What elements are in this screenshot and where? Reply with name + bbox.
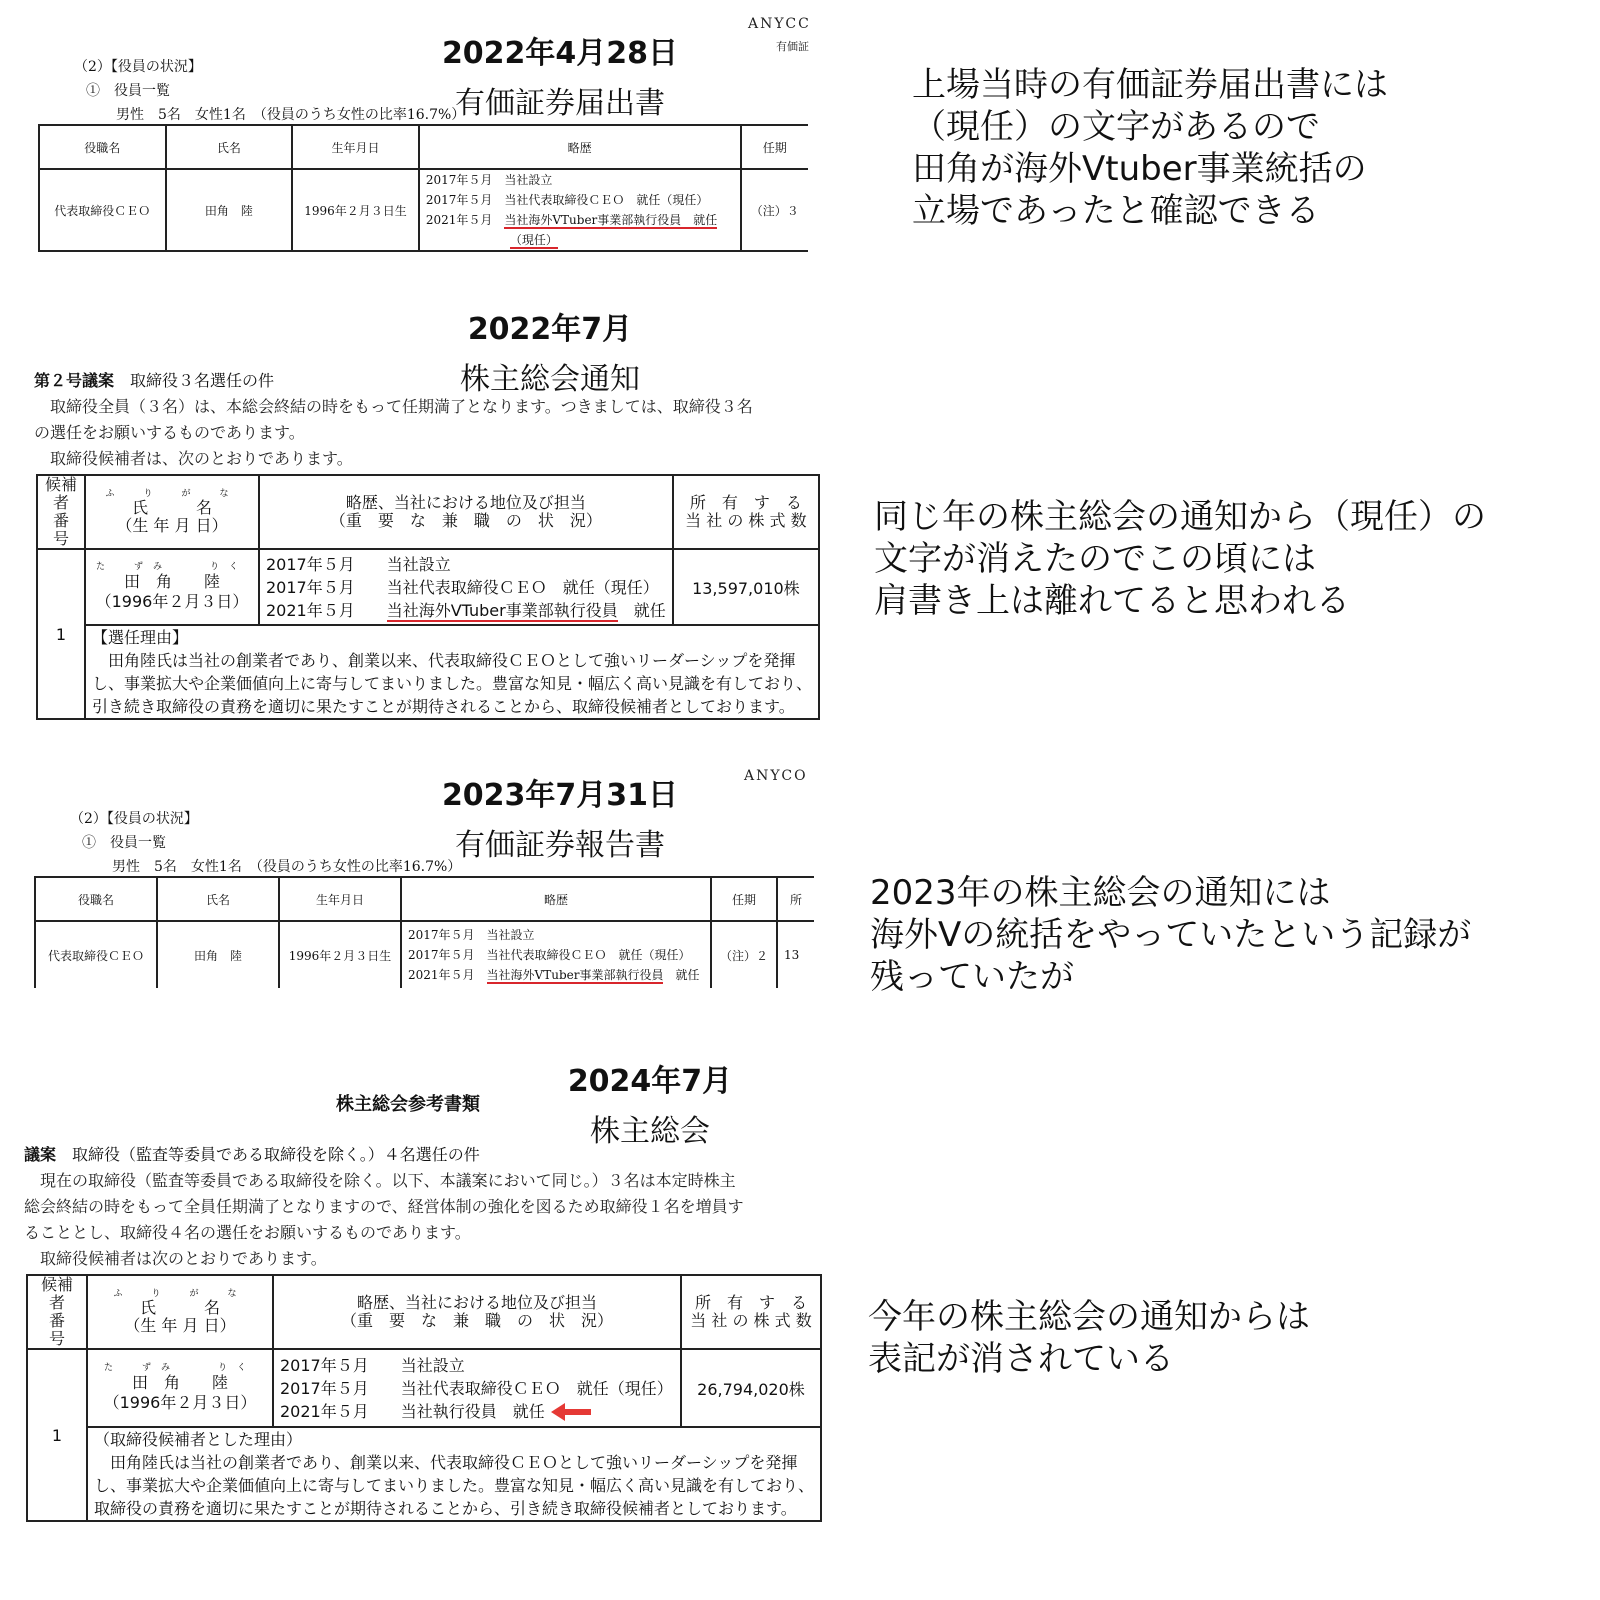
- comment-line: （現任）の文字があるので: [912, 107, 1320, 147]
- candidate-table: [36, 474, 820, 720]
- heading-doc: 有価証券報告書: [455, 828, 665, 863]
- col-header: 略歴: [419, 125, 741, 169]
- col-header: 氏名: [166, 125, 293, 169]
- intro-line: （2）【役員の状況】: [70, 811, 198, 827]
- history-line: 2017年５月 当社代表取締役ＣＥＯ 就任（現任）: [265, 577, 659, 597]
- agenda-line: [24, 1142, 480, 1165]
- col-header: 氏名: [157, 877, 279, 921]
- col-header: 任期: [711, 877, 777, 921]
- officer-history: [419, 169, 741, 251]
- history-line: 2021年５月 当社執行役員 就任: [280, 1400, 674, 1423]
- commentary: [912, 64, 1388, 232]
- candidate-history: [273, 1349, 681, 1427]
- agenda-line: [34, 368, 274, 391]
- corner-text: ANYCO: [744, 768, 808, 784]
- agenda-label: 議案: [24, 1145, 57, 1164]
- agenda-title: 取締役（監査等委員である取締役を除く。）４名選任の件: [56, 1145, 480, 1164]
- history-line: 2017年５月 当社設立: [279, 1355, 465, 1375]
- officer-table: [34, 876, 814, 988]
- candidate-name: た ずみ りく 田 角 陸 （1996年２月３日）: [87, 1349, 273, 1427]
- history-line: 2021年５月 当社海外VTuber事業部執行役員 就任: [265, 600, 666, 620]
- col-header-num: 候補者 番 号: [37, 475, 85, 549]
- comment-line: 表記が消されている: [868, 1339, 1174, 1379]
- officer-table: [38, 124, 808, 252]
- paragraph-line: 取締役全員（３名）は、本総会終結の時をもって任期満了となります。つきましては、取締役３名: [34, 397, 753, 416]
- intro-line: 男性 5名 女性1名 （役員のうち女性の比率16.7%）: [116, 107, 466, 123]
- intro-line: （2）【役員の状況】: [74, 59, 202, 75]
- col-header: 生年月日: [279, 877, 401, 921]
- history-line: 2017年５月 当社代表取締役ＣＥＯ 就任（現任）: [425, 193, 709, 207]
- officer-name: 田角 陸: [166, 169, 293, 251]
- comment-line: 文字が消えたのでこの頃には: [874, 539, 1316, 579]
- paragraph-line: 現在の取締役（監査等委員である取締役を除く。以下、本議案において同じ。）３名は本定時株主: [24, 1171, 736, 1190]
- comment-line: 同じ年の株主総会の通知から（現任）の: [874, 497, 1486, 537]
- left-arrow-icon: [551, 1402, 591, 1422]
- candidate-reason: [87, 1427, 821, 1521]
- comment-line: 肩書き上は離れてると思われる: [874, 581, 1350, 621]
- comment-line: 2023年の株主総会の通知には: [870, 873, 1331, 913]
- col-header: 略歴: [401, 877, 711, 921]
- agenda-paragraph: [34, 394, 753, 472]
- highlighted-role: 当社海外VTuber事業部執行役員: [386, 600, 618, 620]
- agenda-label: 第２号議案: [34, 371, 115, 390]
- col-header: 役職名: [39, 125, 166, 169]
- history-line: 2017年５月 当社設立: [408, 928, 535, 942]
- agenda-paragraph: [24, 1168, 744, 1272]
- comment-line: 田角が海外Vtuber事業統括の: [912, 149, 1367, 189]
- history-line: [426, 230, 734, 250]
- candidate-reason: [85, 625, 819, 719]
- history-line: 2017年５月 当社設立: [425, 173, 553, 187]
- agenda-title: 取締役３名選任の件: [114, 371, 275, 390]
- comment-line: 上場当時の有価証券届出書には: [912, 65, 1388, 105]
- col-header: 任期: [741, 125, 808, 169]
- paragraph-line: 取締役候補者は、次のとおりであります。: [34, 449, 353, 468]
- intro-line: 男性 5名 女性1名 （役員のうち女性の比率16.7%）: [112, 859, 462, 875]
- candidate-number: 1: [37, 549, 85, 719]
- heading-doc: 有価証券届出書: [455, 86, 665, 121]
- officer-title: 代表取締役ＣＥＯ: [35, 921, 157, 988]
- reason-label: （取締役候補者とした理由）: [93, 1430, 302, 1449]
- reason-line: 田角陸氏は当社の創業者であり、創業以来、代表取締役ＣＥＯとして強いリーダーシップを発揮: [91, 651, 796, 670]
- reason-line: し、事業拡大や企業価値向上に寄与してまいりました。豊富な知見・幅広く高い見識を有しており、: [93, 1476, 814, 1495]
- col-header: 所: [777, 877, 814, 921]
- commentary: [868, 1296, 1310, 1380]
- history-line: 2021年５月 当社海外VTuber事業部執行役員 就任: [408, 968, 700, 982]
- candidate-history: [259, 549, 673, 625]
- col-header-history: 略歴、当社における地位及び担当 （重 要 な 兼 職 の 状 況）: [259, 475, 673, 549]
- doc-title: 株主総会参考書類: [336, 1094, 480, 1115]
- officer-birth: 1996年２月３日生: [279, 921, 401, 988]
- intro-line: ① 役員一覧: [82, 835, 166, 851]
- heading-doc: 株主総会: [590, 1114, 710, 1149]
- reason-label: 【選任理由】: [91, 628, 188, 647]
- col-header-name: ふ り が な 氏 名 （生 年 月 日）: [85, 475, 259, 549]
- paragraph-line: の選任をお願いするものであります。: [34, 423, 305, 442]
- col-header-shares: 所 有 す る 当 社 の 株 式 数: [673, 475, 819, 549]
- reason-line: 取締役の責務を適切に果たすことが期待されることから、引き続き取締役候補者としております。: [93, 1499, 797, 1518]
- corner-text: 有価証: [776, 40, 809, 53]
- intro-line: ① 役員一覧: [86, 83, 170, 99]
- heading-date: 2023年7月31日: [441, 778, 679, 813]
- reason-line: 引き続き取締役の責務を適切に果たすことが期待されることから、取締役候補者としております。: [91, 697, 795, 716]
- heading-doc: 株主総会通知: [460, 362, 640, 397]
- paragraph-line: 取締役候補者は次のとおりであります。: [24, 1249, 327, 1268]
- section-heading: [540, 1056, 760, 1150]
- comment-line: 立場であったと確認できる: [912, 191, 1320, 231]
- commentary: [874, 496, 1486, 622]
- col-header-shares: 所 有 す る 当 社 の 株 式 数: [681, 1275, 821, 1349]
- officer-term: （注）３: [741, 169, 808, 251]
- col-header-history: 略歴、当社における地位及び担当 （重 要 な 兼 職 の 状 況）: [273, 1275, 681, 1349]
- officer-term: （注）２: [711, 921, 777, 988]
- officer-extra: 13: [777, 921, 814, 988]
- commentary: [870, 872, 1471, 998]
- officer-title: 代表取締役ＣＥＯ: [39, 169, 166, 251]
- corner-text: ANYCC: [748, 16, 811, 32]
- candidate-name: た ずみ りく 田 角 陸 （1996年２月３日）: [85, 549, 259, 625]
- heading-date: 2022年7月: [467, 312, 633, 347]
- heading-date: 2022年4月28日: [441, 36, 679, 71]
- comment-line: 海外Vの統括をやっていたという記録が: [870, 915, 1472, 955]
- comment-line: 今年の株主総会の通知からは: [868, 1297, 1310, 1337]
- highlighted-current: （現任）: [509, 233, 558, 247]
- col-header-num: 候補者 番 号: [27, 1275, 87, 1349]
- history-line: 2017年５月 当社代表取締役ＣＥＯ 就任（現任）: [279, 1378, 673, 1398]
- paragraph-line: ることとし、取締役４名の選任をお願いするものであります。: [24, 1223, 471, 1242]
- heading-date: 2024年7月: [567, 1064, 733, 1099]
- section-heading: [440, 28, 680, 122]
- officer-name: 田角 陸: [157, 921, 279, 988]
- history-line: 2017年５月 当社設立: [265, 554, 451, 574]
- section-heading: [430, 304, 670, 398]
- paragraph-line: 総会終結の時をもって全員任期満了となりますので、経営体制の強化を図るため取締役１名を増員す: [24, 1197, 744, 1216]
- history-line: 2021年５月 当社海外VTuber事業部執行役員 就任: [425, 213, 718, 227]
- reason-line: し、事業拡大や企業価値向上に寄与してまいりました。豊富な知見・幅広く高い見識を有しており、: [91, 674, 812, 693]
- candidate-shares: 13,597,010株: [673, 549, 819, 625]
- section-heading: [440, 770, 680, 864]
- candidate-shares: 26,794,020株: [681, 1349, 821, 1427]
- reason-line: 田角陸氏は当社の創業者であり、創業以来、代表取締役ＣＥＯとして強いリーダーシップを発揮: [93, 1453, 798, 1472]
- officer-birth: 1996年２月３日生: [292, 169, 419, 251]
- history-line: 2017年５月 当社代表取締役ＣＥＯ 就任（現任）: [408, 948, 691, 962]
- col-header: 役職名: [35, 877, 157, 921]
- col-header: 生年月日: [292, 125, 419, 169]
- highlighted-role: 当社海外VTuber事業部執行役員: [486, 968, 664, 982]
- col-header-name: ふ り が な 氏 名 （生 年 月 日）: [87, 1275, 273, 1349]
- candidate-table: [26, 1274, 822, 1522]
- comment-line: 残っていたが: [870, 957, 1074, 997]
- candidate-number: 1: [27, 1349, 87, 1521]
- highlighted-role: 当社海外VTuber事業部執行役員 就任: [504, 213, 718, 227]
- officer-history: [401, 921, 711, 988]
